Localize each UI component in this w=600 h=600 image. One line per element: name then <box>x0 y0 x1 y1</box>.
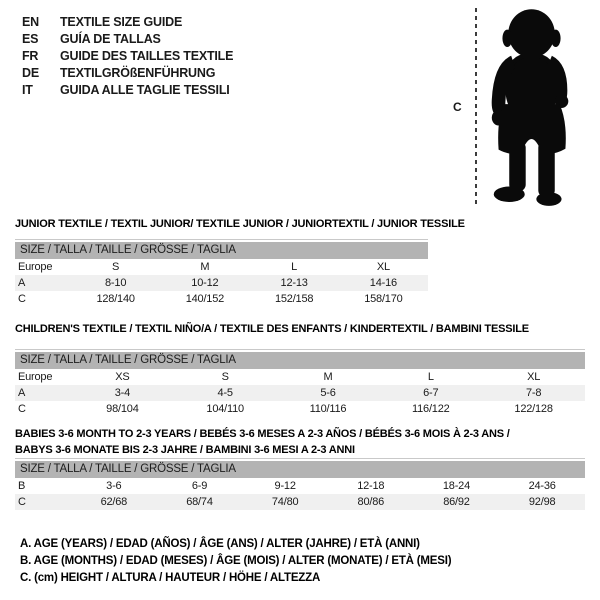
table-row <box>15 385 585 401</box>
children-size-table <box>15 349 585 417</box>
size-cell: 98/104 <box>106 403 139 415</box>
size-cell: 14-16 <box>369 277 397 289</box>
row-label: Europe <box>18 371 53 383</box>
language-code: IT <box>22 82 33 97</box>
size-cell: XL <box>376 261 390 273</box>
footnote-c: C. (cm) HEIGHT / ALTURA / HAUTEUR / HÖHE / ALTEZZA <box>20 572 321 584</box>
size-cell: 110/116 <box>309 403 347 415</box>
section-title-children: CHILDREN'S TEXTILE / TEXTIL NIÑO/A / TEXTILE DES ENFANTS / KINDERTEXTIL / BAMBINI TESSILE <box>15 323 529 335</box>
table-row <box>15 369 585 385</box>
size-cell: L <box>427 371 434 383</box>
section-title-line2: BABYS 3-6 MONATE BIS 2-3 JAHRE / BAMBINI 3-6 MESI A 2-3 ANNI <box>15 444 355 456</box>
size-cell: XS <box>115 371 130 383</box>
table-header-bar: SIZE / TALLA / TAILLE / GRÖSSE / TAGLIA <box>15 352 585 369</box>
language-row <box>22 13 233 30</box>
row-label: A <box>18 387 26 399</box>
footnote-b: B. AGE (MONTHS) / EDAD (MESES) / ÂGE (MOIS) / ALTER (MONATE) / ETÀ (MESI) <box>20 555 452 567</box>
size-cell: 9-12 <box>274 480 296 492</box>
size-cell: 74/80 <box>271 496 299 508</box>
size-cell: 5-6 <box>320 387 336 399</box>
table-row <box>15 494 585 510</box>
size-cell: 24-36 <box>528 480 556 492</box>
section-title-babies <box>15 426 510 458</box>
size-cell: 12-13 <box>280 277 308 289</box>
size-cell: 86/92 <box>443 496 470 508</box>
size-cell: L <box>291 261 298 273</box>
size-cell: 128/140 <box>96 293 135 305</box>
language-row <box>22 81 233 98</box>
table-header-bar: SIZE / TALLA / TAILLE / GRÖSSE / TAGLIA <box>15 461 585 478</box>
size-cell: 12-18 <box>357 480 385 492</box>
language-header <box>22 13 233 98</box>
size-cell: 92/98 <box>528 496 556 508</box>
table-header-bar: SIZE / TALLA / TAILLE / GRÖSSE / TAGLIA <box>15 242 428 259</box>
size-cell: 18-24 <box>442 480 471 492</box>
size-cell: 68/74 <box>186 496 213 508</box>
size-cell: 122/128 <box>514 403 553 415</box>
language-code: EN <box>22 14 39 29</box>
footnote-a: A. AGE (YEARS) / EDAD (AÑOS) / ÂGE (ANS) / ALTER (JAHRE) / ETÀ (ANNI) <box>20 538 420 550</box>
size-cell: S <box>221 371 229 383</box>
table-row <box>15 478 585 494</box>
table-row <box>15 401 585 417</box>
language-code: DE <box>22 65 39 80</box>
table-top-rule <box>15 239 428 240</box>
language-code: ES <box>22 31 39 46</box>
footnotes <box>20 536 451 587</box>
size-cell: 7-8 <box>525 387 542 399</box>
size-cell: 4-5 <box>217 387 233 399</box>
row-label: C <box>18 403 26 415</box>
junior-size-table <box>15 239 428 307</box>
row-label: C <box>18 293 26 305</box>
babies-size-table <box>15 458 585 510</box>
language-title: GUIDA ALLE TAGLIE TESSILI <box>60 82 230 97</box>
row-label: Europe <box>18 261 53 273</box>
language-row <box>22 30 233 47</box>
section-title-junior: JUNIOR TEXTILE / TEXTIL JUNIOR/ TEXTILE JUNIOR / JUNIORTEXTIL / JUNIOR TESSILE <box>15 218 465 230</box>
size-cell: 116/122 <box>412 403 450 415</box>
size-cell: M <box>200 261 210 273</box>
row-label: B <box>18 480 26 492</box>
section-title-line1: BABIES 3-6 MONTH TO 2-3 YEARS / BEBÉS 3-6 MESES A 2-3 AÑOS / BÉBÉS 3-6 MOIS À 2-3 ANS / <box>15 428 510 440</box>
language-row <box>22 47 233 64</box>
size-cell: 8-10 <box>105 277 127 289</box>
size-cell: 3-4 <box>114 387 131 399</box>
size-cell: 62/68 <box>100 496 128 508</box>
table-top-rule <box>15 458 585 459</box>
size-cell: S <box>112 261 120 273</box>
row-label: C <box>18 496 26 508</box>
size-cell: 6-7 <box>423 387 439 399</box>
table-row <box>15 275 428 291</box>
height-measure-dashed-line <box>475 8 477 208</box>
table-top-rule <box>15 349 585 350</box>
language-title: TEXTILE SIZE GUIDE <box>60 14 183 29</box>
size-cell: 6-9 <box>191 480 208 492</box>
size-cell: M <box>323 371 333 383</box>
measurement-figure <box>448 4 593 216</box>
table-row <box>15 259 428 275</box>
language-title: TEXTILGRÖßENFÜHRUNG <box>60 65 216 80</box>
table-row <box>15 291 428 307</box>
language-code: FR <box>22 48 39 63</box>
language-title: GUIDE DES TAILLES TEXTILE <box>60 48 234 63</box>
size-cell: 80/86 <box>357 496 385 508</box>
size-cell: 152/158 <box>274 293 314 305</box>
size-cell: 3-6 <box>106 480 122 492</box>
height-measure-label: C <box>453 100 462 114</box>
size-cell: 104/110 <box>206 403 244 415</box>
size-cell: 158/170 <box>364 293 403 305</box>
language-row <box>22 64 233 81</box>
size-cell: 140/152 <box>185 293 225 305</box>
size-cell: 10-12 <box>191 277 219 289</box>
row-label: A <box>18 277 26 289</box>
language-title: GUÍA DE TALLAS <box>60 31 161 46</box>
baby-silhouette-icon <box>486 6 578 212</box>
size-cell: XL <box>527 371 541 383</box>
